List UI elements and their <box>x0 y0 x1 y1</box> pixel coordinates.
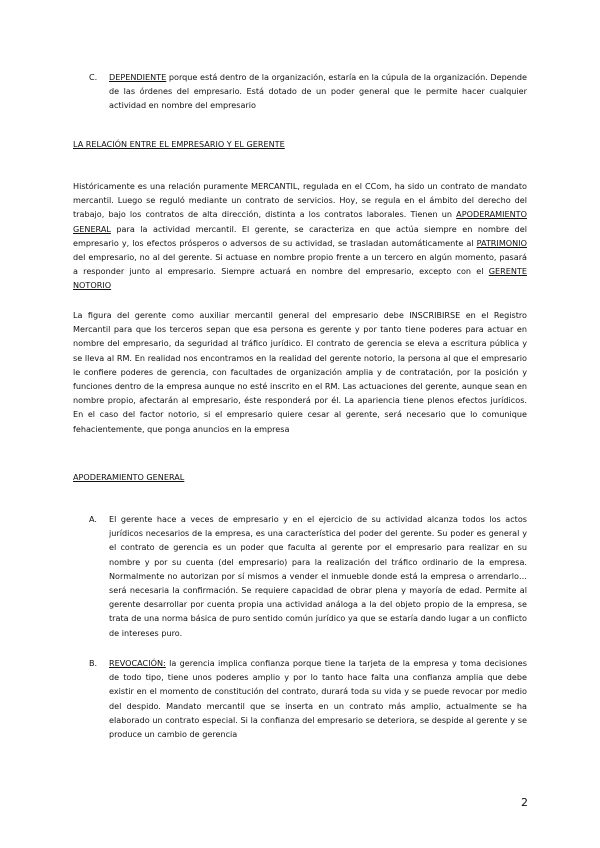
paragraph-inscripcion: La figura del gerente como auxiliar mercantil general del empresario debe INSCRIBIRSE en el Registro Mercantil para que los terceros sepan que esa persona es gerente y por tanto tiene poderes para actuar en nombre del empresario, da seguridad al tráfico jurídico. El contrato de gerencia se eleva a escritura pública y se lleva al RM. En realidad nos encontramos en la realidad del gerente notorio, la persona al que el empresario le confiere poderes de gerencia, con facultades de organización amplia y de contratación, por la posición y funciones dentro de la empresa aunque no esté inscrito en el RM. Las actuaciones del gerente, aunque sean en nombre propio, afectarán al empresario, éste responderá por él. La apariencia tiene plenos efectos jurídicos. En el caso del factor notorio, si el empresario quiere cesar al gerente, será necesario que lo comunique fehacientemente, que ponga anuncios en la empresa <box>73 310 527 434</box>
list-item-b <box>89 656 527 741</box>
p1-text-3: del empresario, no al del gerente. Si actuase en nombre propio frente a un tercero en algún momento, pasará a responder junto al empresario. Siempre actuará en nombre del empresario, excepto con el <box>73 252 527 277</box>
list-item-a <box>89 512 527 640</box>
list-item-c <box>89 70 527 113</box>
item-b-term: REVOCACIÓN: <box>109 658 166 668</box>
p1-term-gerente-notorio: GERENTE NOTORIO <box>73 266 527 291</box>
p1-term-patrimonio: PATRIMONIO <box>476 237 527 248</box>
paragraph-historia <box>73 179 527 293</box>
item-a-text: El gerente hace a veces de empresario y en el ejercicio de su actividad alcanza todos los actos jurídicos necesarios de la empresa, es una característica del poder del gerente. Su poder es general y el contrato de gerencia es un poder que faculta al gerente por el empresario para realizar en su nombre y por su cuenta (del empresario) para la realización del tráfico ordinario de la empresa. Normalmente no autorizan por sí mismos a vender el inmueble donde está la empresa o arrendarlo… será necesaria la confirmación. Se requiere capacidad de obrar plena y mayoría de edad. Permite al gerente desarrollar por cuenta propia una actividad análoga a la del objeto propio de la empresa, se trata de una norma básica de puro sentido común jurídico ya que se estaría dando lugar a un conflicto de intereses puro. <box>109 514 527 638</box>
section-heading-apoderamiento: APODERAMIENTO GENERAL <box>73 472 185 482</box>
section-heading-relacion: LA RELACIÓN ENTRE EL EMPRESARIO Y EL GERENTE <box>73 139 285 149</box>
p1-text-2: para la actividad mercantil. El gerente, se caracteriza en que actúa siempre en nombre del empresario y, los efectos prósperos o adversos de su actividad, se trasladan automáticamente al <box>73 223 527 248</box>
item-c-term: DEPENDIENTE <box>109 72 167 82</box>
p1-term-apoderamiento: APODERAMIENTO GENERAL <box>73 209 527 234</box>
item-b-text: la gerencia implica confianza porque tiene la tarjeta de la empresa y toma decisiones de todo tipo, tiene unos poderes amplio y por lo tanto hace falta una confianza amplia que debe existir en el momento de constitución del contrato, durará toda su vida y se puede revocar por medio del despido. Mandato mercantil que se inserta en un contrato más amplio, actualmente se ha elaborado un contrato especial. Si la confianza del empresario se deteriora, se despide al gerente y se produce un cambio de gerencia <box>109 658 527 740</box>
list-marker-a: A. <box>89 514 97 524</box>
p1-text-1: Históricamente es una relación puramente MERCANTIL, regulada en el CCom, ha sido un contrato de mandato mercantil. Luego se reguló mediante un contrato de servicios. Hoy, se regula en el ámbito del derecho del trabajo, bajo los contratos de alta dirección, distinta a los contratos laborales. Tienen un <box>73 181 527 220</box>
list-marker-b: B. <box>89 658 98 668</box>
item-c-text: porque está dentro de la organización, estaría en la cúpula de la organización. Depende de las órdenes del empresario. Está dotado de un poder general que le permite hacer cualquier actividad en nombre del empresario <box>109 72 527 111</box>
page-number: 2 <box>521 796 528 809</box>
list-marker-c: C. <box>89 72 98 82</box>
